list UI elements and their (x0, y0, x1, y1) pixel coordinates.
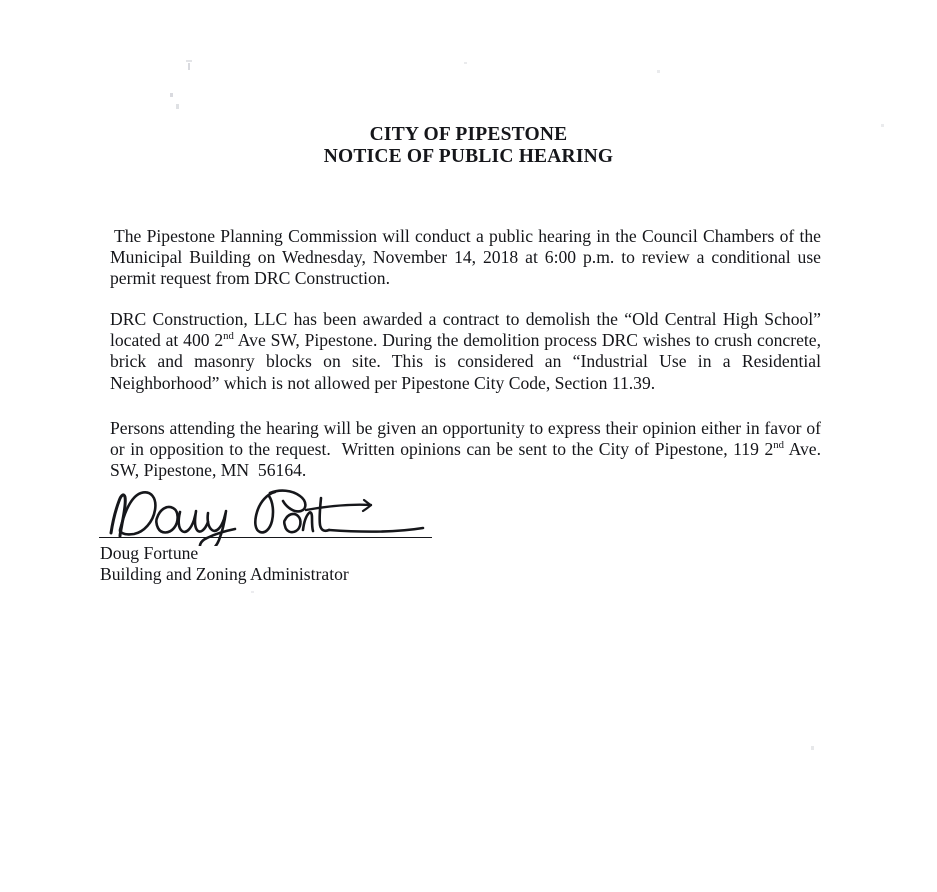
paragraph-permit-request-text-b: Ave SW, Pipestone. During the demolition process DRC wishes to crush concrete, brick and masonry blocks on site. This is considered an “Industrial Use in a Residential Neighborhood” which is not allowed per Pipestone City Code, Section 11.39. (110, 330, 826, 393)
document-heading (0, 124, 937, 167)
scan-speck (176, 104, 179, 109)
scan-speck (657, 70, 660, 73)
ordinal-suffix-nd: nd (223, 330, 234, 343)
scan-speck (251, 591, 254, 593)
paragraph-hearing-details: The Pipestone Planning Commission will conduct a public hearing in the Council Chambers of the Municipal Building on Wednesday, November 14, 2018 at 6:00 p.m. to review a conditional use permit request from DRC Construction. (110, 225, 826, 289)
paragraph-permit-request (110, 308, 826, 395)
paragraph-public-comment (110, 417, 826, 482)
heading-line-notice: NOTICE OF PUBLIC HEARING (323, 145, 614, 167)
scan-speck (811, 746, 814, 750)
ordinal-suffix-nd: nd (773, 439, 784, 452)
signer-title: Building and Zoning Administrator (100, 564, 349, 584)
scan-speck (188, 63, 190, 70)
signer-name: Doug Fortune (100, 543, 199, 563)
signature-rule-line (99, 537, 432, 538)
paragraph-public-comment-text-a: Persons attending the hearing will be given an opportunity to express their opinion either in favor of or in opposition to the request. Written opinions can be sent to the City of Pipestone, 119 2 (110, 417, 826, 459)
scan-speck (464, 62, 467, 64)
scan-speck (170, 93, 173, 97)
scan-speck (186, 60, 192, 62)
paragraph-public-comment-text-b: Ave. SW, Pipestone, MN 56164. (110, 439, 826, 481)
paragraph-permit-request-text-a: DRC Construction, LLC has been awarded a contract to demolish the “Old Central High School” located at 400 2 (110, 308, 826, 350)
heading-line-city: CITY OF PIPESTONE (369, 124, 568, 145)
